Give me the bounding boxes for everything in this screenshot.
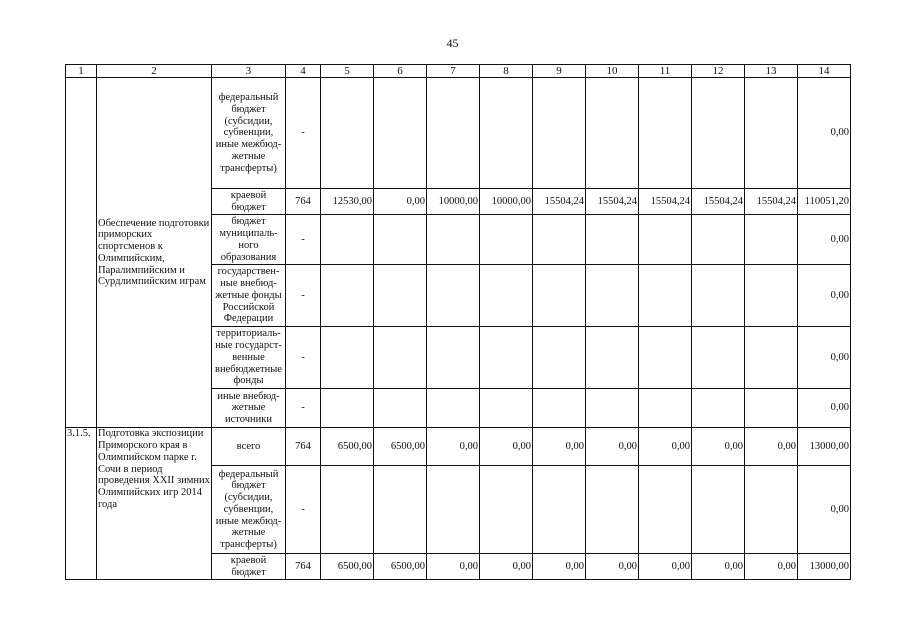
column-header: 12 <box>692 65 745 78</box>
funding-source: бюджет муниципаль-ного образования <box>212 215 286 265</box>
value-cell <box>480 215 533 265</box>
column-header: 4 <box>286 65 321 78</box>
value-cell <box>480 327 533 389</box>
value-cell: 15504,24 <box>586 189 639 215</box>
value-cell <box>374 265 427 327</box>
funding-source: иные внебюд-жетные источники <box>212 389 286 428</box>
total-cell: 0,00 <box>798 389 851 428</box>
budget-code: - <box>286 466 321 554</box>
budget-code: 764 <box>286 428 321 466</box>
value-cell <box>692 265 745 327</box>
budget-code: - <box>286 389 321 428</box>
value-cell: 15504,24 <box>639 189 692 215</box>
table-row <box>66 78 851 189</box>
total-cell: 13000,00 <box>798 428 851 466</box>
value-cell: 6500,00 <box>374 428 427 466</box>
value-cell: 0,00 <box>745 554 798 580</box>
budget-code: 764 <box>286 554 321 580</box>
funding-source: краевой бюджет <box>212 554 286 580</box>
funding-source: государствен-ные внебюд-жетные фонды Российской Федерации <box>212 265 286 327</box>
value-cell <box>745 215 798 265</box>
total-cell: 0,00 <box>798 327 851 389</box>
value-cell <box>480 78 533 189</box>
budget-code: - <box>286 215 321 265</box>
value-cell <box>639 78 692 189</box>
value-cell <box>374 327 427 389</box>
table-row <box>66 428 851 466</box>
value-cell <box>586 265 639 327</box>
column-header: 13 <box>745 65 798 78</box>
total-cell: 0,00 <box>798 215 851 265</box>
value-cell <box>639 215 692 265</box>
value-cell <box>692 78 745 189</box>
value-cell <box>374 466 427 554</box>
value-cell <box>745 265 798 327</box>
value-cell: 0,00 <box>586 554 639 580</box>
index-cell: 3.1.5. <box>66 428 97 580</box>
value-cell: 0,00 <box>692 428 745 466</box>
value-cell <box>480 389 533 428</box>
funding-source: территориаль-ные государст-венные внебюджетные фонды <box>212 327 286 389</box>
value-cell <box>586 78 639 189</box>
value-cell <box>321 466 374 554</box>
budget-code: - <box>286 327 321 389</box>
value-cell <box>639 389 692 428</box>
total-cell: 0,00 <box>798 265 851 327</box>
value-cell <box>533 327 586 389</box>
value-cell: 0,00 <box>639 554 692 580</box>
value-cell: 0,00 <box>639 428 692 466</box>
total-cell: 0,00 <box>798 78 851 189</box>
value-cell: 0,00 <box>692 554 745 580</box>
budget-code: 764 <box>286 189 321 215</box>
index-cell <box>66 78 97 428</box>
value-cell <box>745 78 798 189</box>
value-cell <box>533 389 586 428</box>
budget-code: - <box>286 265 321 327</box>
funding-source: краевой бюджет <box>212 189 286 215</box>
value-cell: 0,00 <box>533 428 586 466</box>
value-cell <box>480 466 533 554</box>
value-cell <box>586 466 639 554</box>
column-header: 1 <box>66 65 97 78</box>
column-header: 2 <box>97 65 212 78</box>
value-cell <box>692 389 745 428</box>
value-cell: 0,00 <box>374 189 427 215</box>
value-cell: 0,00 <box>533 554 586 580</box>
value-cell <box>427 265 480 327</box>
value-cell: 15504,24 <box>745 189 798 215</box>
budget-table <box>65 64 851 580</box>
value-cell <box>639 466 692 554</box>
value-cell <box>427 327 480 389</box>
value-cell <box>692 466 745 554</box>
value-cell: 12530,00 <box>321 189 374 215</box>
value-cell: 15504,24 <box>692 189 745 215</box>
value-cell <box>533 265 586 327</box>
column-header: 14 <box>798 65 851 78</box>
value-cell <box>427 78 480 189</box>
column-header: 3 <box>212 65 286 78</box>
activity-name: Обеспечение подготовки приморских спортсменов к Олимпийским, Паралимпийским и Сурдлимпийским играм <box>97 78 212 428</box>
page-number: 45 <box>446 36 459 50</box>
value-cell <box>745 466 798 554</box>
value-cell <box>745 389 798 428</box>
value-cell <box>692 327 745 389</box>
value-cell: 0,00 <box>427 554 480 580</box>
value-cell <box>374 389 427 428</box>
value-cell: 0,00 <box>586 428 639 466</box>
value-cell: 0,00 <box>427 428 480 466</box>
value-cell: 0,00 <box>745 428 798 466</box>
value-cell <box>533 215 586 265</box>
column-header: 8 <box>480 65 533 78</box>
value-cell: 15504,24 <box>533 189 586 215</box>
value-cell <box>427 466 480 554</box>
funding-source: всего <box>212 428 286 466</box>
column-header: 7 <box>427 65 480 78</box>
value-cell <box>374 215 427 265</box>
column-number-row <box>66 65 851 78</box>
funding-source: федеральный бюджет (субсидии, субвенции, иные межбюд-жетные трансферты) <box>212 466 286 554</box>
value-cell <box>639 327 692 389</box>
value-cell <box>321 389 374 428</box>
column-header: 5 <box>321 65 374 78</box>
value-cell: 6500,00 <box>321 554 374 580</box>
column-header: 11 <box>639 65 692 78</box>
value-cell <box>533 466 586 554</box>
value-cell: 6500,00 <box>321 428 374 466</box>
value-cell <box>427 389 480 428</box>
value-cell <box>586 215 639 265</box>
budget-code: - <box>286 78 321 189</box>
value-cell: 6500,00 <box>374 554 427 580</box>
total-cell: 13000,00 <box>798 554 851 580</box>
value-cell <box>745 327 798 389</box>
total-cell: 0,00 <box>798 466 851 554</box>
value-cell: 10000,00 <box>427 189 480 215</box>
value-cell <box>533 78 586 189</box>
activity-name: Подготовка экспозиции Приморского края в Олимпийском парке г. Сочи в период проведения XXII зимних Олимпийских игр 2014 года <box>97 428 212 580</box>
total-cell: 110051,20 <box>798 189 851 215</box>
value-cell: 10000,00 <box>480 189 533 215</box>
value-cell <box>374 78 427 189</box>
column-header: 9 <box>533 65 586 78</box>
value-cell <box>321 327 374 389</box>
value-cell <box>427 215 480 265</box>
value-cell: 0,00 <box>480 428 533 466</box>
funding-source: федеральный бюджет (субсидии, субвенции, иные межбюд-жетные трансферты) <box>212 78 286 189</box>
value-cell <box>639 265 692 327</box>
value-cell: 0,00 <box>480 554 533 580</box>
value-cell <box>321 215 374 265</box>
column-header: 10 <box>586 65 639 78</box>
value-cell <box>321 265 374 327</box>
value-cell <box>692 215 745 265</box>
column-header: 6 <box>374 65 427 78</box>
value-cell <box>586 389 639 428</box>
value-cell <box>586 327 639 389</box>
value-cell <box>321 78 374 189</box>
value-cell <box>480 265 533 327</box>
